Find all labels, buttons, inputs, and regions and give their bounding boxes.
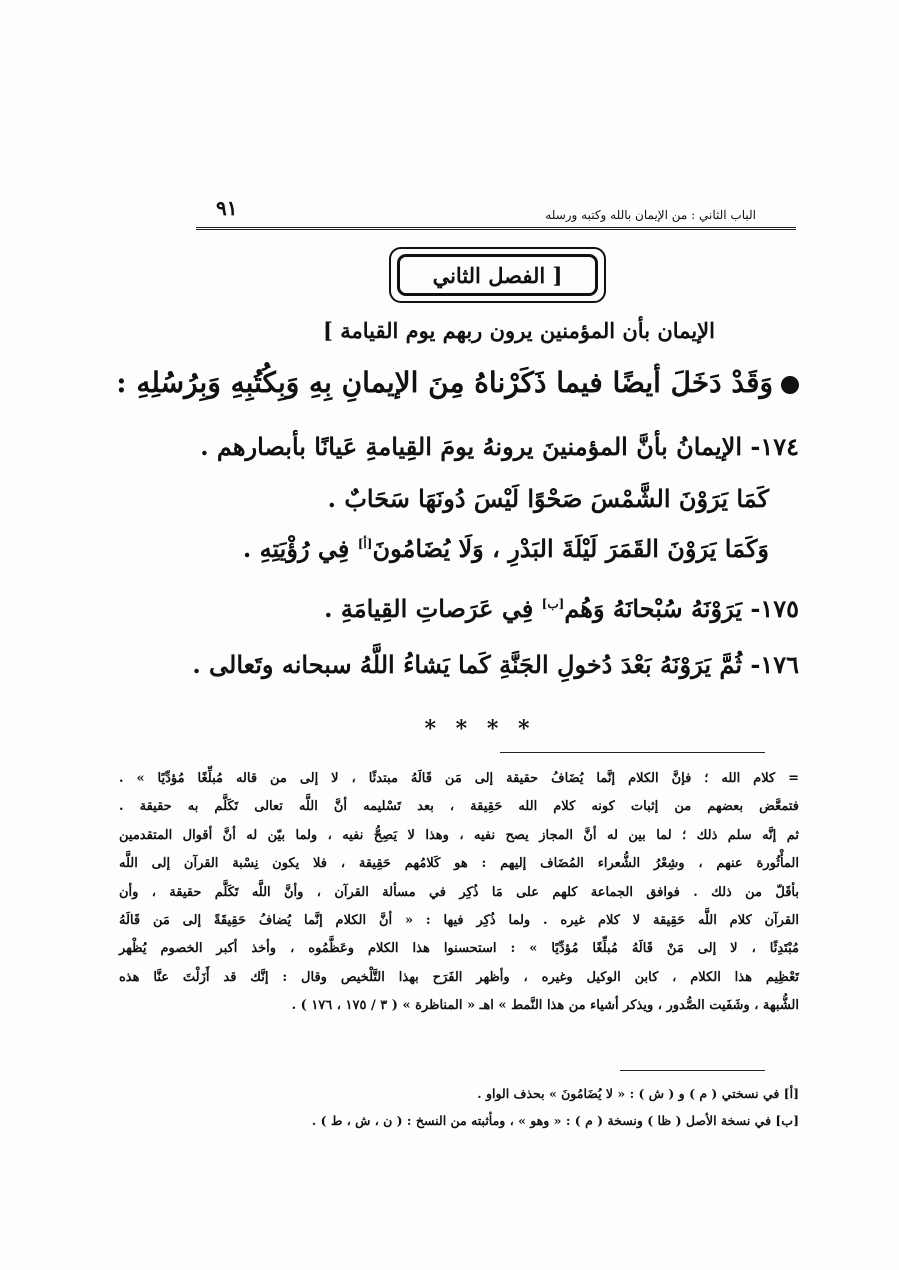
commentary-line: ثم إنَّه سلم ذلك ؛ لما بين له أنَّ المجاز يصح نفيه ، وهذا لا يَصِحُّ نفيه ، ولما بيّن له أنَّ أقوال المتقدمين bbox=[119, 827, 799, 843]
header-rule bbox=[196, 227, 796, 230]
page-header bbox=[196, 196, 796, 230]
footnotes-block bbox=[119, 1080, 799, 1134]
intro-text: وَقَدْ دَخَلَ أيضًا فيما ذَكَرْناهُ مِنَ الإيمانِ بِهِ وَبِكُتُبِهِ وَبِرُسُلِهِ : bbox=[116, 366, 773, 399]
chapter-title: [ الفصل الثاني bbox=[397, 254, 598, 296]
verse-line: ١٧٤- الإيمانُ بأنَّ المؤمنينَ يرونهُ يومَ القِيامةِ عَيانًا بأبصارهم . bbox=[200, 432, 799, 461]
section-separator: * * * * bbox=[424, 716, 536, 742]
verse-text: ١٧٥- يَرَوْنَهُ سُبْحانَهُ وَهُم bbox=[564, 594, 799, 623]
verse-line bbox=[99, 594, 799, 623]
footnote-marker: [ب] bbox=[541, 597, 565, 611]
footnote: [أ] في نسختي ( م ) و ( ش ) : « لا يُضَامُونَ » بحذف الواو . bbox=[477, 1086, 799, 1101]
commentary-line: بأقَلّ من ذلك . فوافق الجماعة كلهم على مَا ذُكِر في مسألة القرآن ، وأنَّ اللَّه تَكَلَّم حقيقة ، وأن bbox=[119, 884, 799, 900]
commentary-line: تَعْظِيم هذا الكلام ، كابن الوكيل وغيره ، وأظهر الفَرَح بهذا التَّلْخيص وقال : إنَّك قد أَزَلْتَ عنَّا هذه bbox=[119, 969, 799, 985]
commentary-line: الشُّبهة ، وشَفَيت الصُّدور ، ويذكر أشياء من هذا النَّمط » اهـ « المناظرة » ( ٣ / ١٧٥ ، ١٧٦ ) . bbox=[291, 998, 799, 1014]
commentary-line: المأْثُورة عنهم ، وشِعْرُ الشُّعراء المُضَاف إليهم : هو كَلامُهم حَقِيقة ، فلا يكون نِسْبة القرآن إلى اللَّه bbox=[119, 856, 799, 872]
chapter-title-frame bbox=[389, 247, 606, 303]
verse-text: فِي عَرَصاتِ القِيامَةِ . bbox=[324, 594, 542, 623]
page-number: ٩١ bbox=[216, 196, 238, 220]
commentary-line: فتمعَّض بعضهم من إثبات كونه كلام الله حَقِيقة ، بعد تَسْليمه أنَّ اللَّه تعالى تَكَلَّم به حقيقة . bbox=[119, 799, 799, 815]
footnote-marker: [أ] bbox=[357, 537, 373, 551]
commentary-line: = كلام الله ؛ فإنَّ الكلام إنَّما يُضَافُ حقيقة إلى مَن قَالَهُ مبتدئًا ، لا إلى من قاله مُبلِّغًا مُؤدِّيًا » . bbox=[119, 771, 799, 786]
verse-line: ١٧٦- ثُمَّ يَرَوْنَهُ بَعْدَ دُخولِ الجَنَّةِ كَما يَشاءُ اللَّهُ سبحانه وتَعالى . bbox=[192, 650, 799, 679]
verse-line bbox=[69, 534, 769, 563]
commentary-line: مُبْتَدِئًا ، لا إلى مَنْ قَالَهُ مُبلِّغًا مُؤدِّيًا » : استحسنوا هذا الكلام وعَظَّمُوه ، وأخذ أكبر الخصوم يُظْهر bbox=[119, 941, 799, 957]
verse-text: وَكَمَا يَرَوْنَ القَمَرَ لَيْلَةَ البَدْرِ ، وَلَا يُضَامُونَ bbox=[372, 534, 769, 563]
running-title: الباب الثاني : من الإيمان بالله وكتبه ورسله bbox=[545, 208, 756, 222]
section-subtitle: الإيمان بأن المؤمنين يرون ربهم يوم القيامة ] bbox=[323, 318, 715, 343]
footnote: [ب] في نسخة الأصل ( ظا ) ونسخة ( م ) : « وهو » ، ومأثبته من النسخ : ( ن ، ش ، ط ) . bbox=[311, 1113, 799, 1128]
bullet-icon bbox=[781, 376, 799, 394]
commentary-block bbox=[119, 765, 799, 1021]
verse-text: فِي رُؤْيَتِهِ . bbox=[242, 534, 358, 563]
commentary-rule bbox=[500, 752, 765, 753]
commentary-line: القرآن كلام اللَّه حَقِيقة لا كلام غيره . ولما ذُكِر فيها : « أنَّ الكلام إنَّما يُضافُ حَقِيقَةً إلى مَن قَالَهُ bbox=[119, 913, 799, 929]
footnotes-rule bbox=[620, 1070, 765, 1071]
verse-line: كَمَا يَرَوْنَ الشَّمْسَ صَحْوًا لَيْسَ دُونَهَا سَحَابٌ . bbox=[327, 484, 769, 513]
intro-line bbox=[99, 366, 799, 399]
